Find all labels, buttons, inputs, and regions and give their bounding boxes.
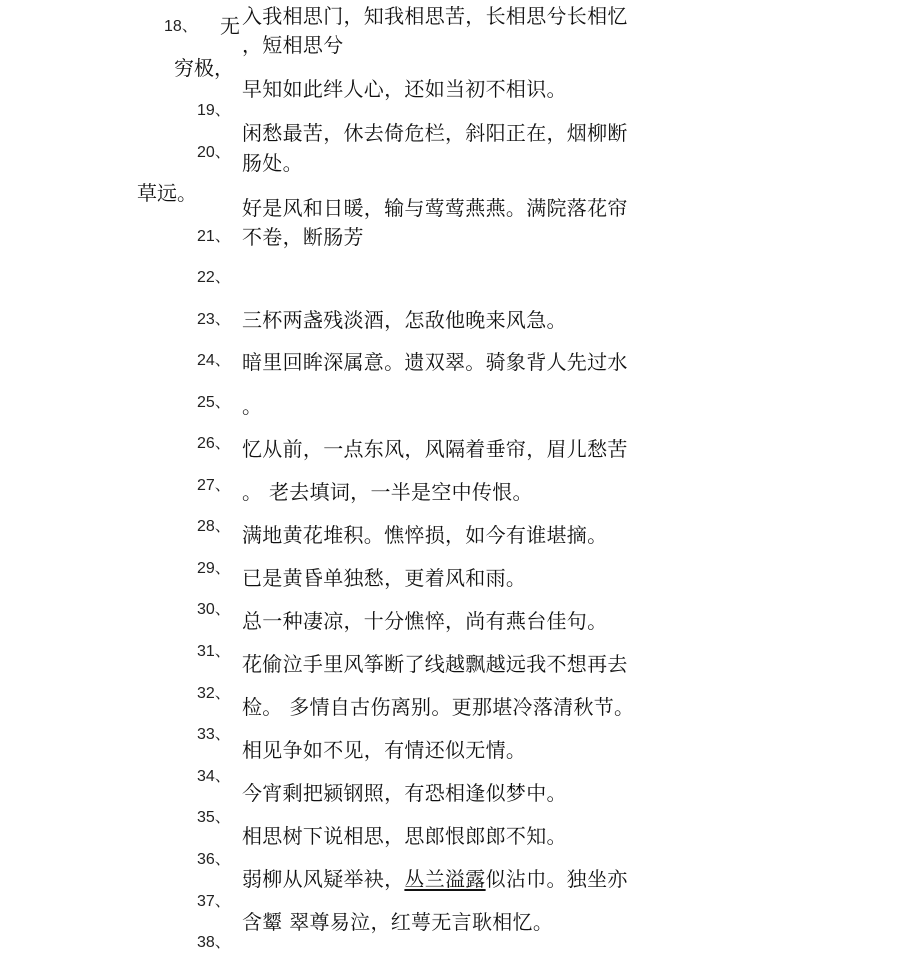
text-line: 相思树下说相思，思郎恨郎郎不知。 <box>242 824 567 848</box>
text-line: 肠处。 <box>242 151 303 175</box>
item-number: 35、 <box>197 809 231 826</box>
item-number: 21、 <box>197 228 231 245</box>
item-number: 29、 <box>197 560 231 577</box>
side-text-caoyuan: 草远。 <box>137 181 197 205</box>
item-number: 25、 <box>197 394 231 411</box>
text-line: 满地黄花堆积。憔悴损，如今有谁堪摘。 <box>242 523 608 547</box>
text-line: 暗里回眸深属意。遗双翠。骑象背人先过水 <box>242 350 628 374</box>
text-line: 。 老去填词，一半是空中传恨。 <box>242 480 533 504</box>
item-number: 36、 <box>197 851 231 868</box>
item-number: 24、 <box>197 352 231 369</box>
text-line: 含颦 翠尊易泣，红萼无言耿相忆。 <box>242 910 554 934</box>
text-line: 好是风和日暖，输与莺莺燕燕。满院落花帘 <box>242 196 628 220</box>
item-number: 23、 <box>197 311 231 328</box>
underlined-text: 丛兰溢露 <box>404 867 486 891</box>
item-number: 20、 <box>197 144 231 161</box>
item-number: 19、 <box>197 102 231 119</box>
text-line: 花偷泣手里风筝断了线越飘越远我不想再去 <box>242 652 628 676</box>
text-line: 今宵剩把颍钢照，有恐相逢似梦中。 <box>242 781 567 805</box>
text-line: 早知如此绊人心，还如当初不相识。 <box>242 77 567 101</box>
item-number: 26、 <box>197 435 231 452</box>
side-text-wu: 无 <box>220 14 240 38</box>
text-line: 总一种凄凉，十分憔悴，尚有燕台佳句。 <box>242 609 608 633</box>
text-line: 不卷，断肠芳 <box>242 225 364 249</box>
text-line: 相见争如不见，有情还似无情。 <box>242 738 527 762</box>
text-line <box>242 866 628 892</box>
item-number: 28、 <box>197 518 231 535</box>
text-line: 三杯两盏残淡酒，怎敌他晚来风急。 <box>242 308 567 332</box>
item-number: 37、 <box>197 893 231 910</box>
text-line: 。 <box>242 394 263 418</box>
text-line: 忆从前，一点东风，风隔着垂帘，眉儿愁苦 <box>242 437 628 461</box>
text-line: 已是黄昏单独愁，更着风和雨。 <box>242 566 527 590</box>
text-line: 闲愁最苦，休去倚危栏，斜阳正在，烟柳断 <box>242 121 628 145</box>
text-line: 检。 多情自古伤离别。更那堪冷落清秋节。 <box>242 695 635 719</box>
item-number: 33、 <box>197 726 231 743</box>
text-segment: 弱柳从风疑举袂， <box>242 867 405 891</box>
item-number: 30、 <box>197 601 231 618</box>
item-number: 38、 <box>197 934 231 951</box>
text-line: ，短相思兮 <box>242 33 344 57</box>
item-number: 34、 <box>197 768 231 785</box>
side-text-qiongji: 穷极， <box>174 56 234 80</box>
item-number: 22、 <box>197 269 231 286</box>
item-number: 27、 <box>197 477 231 494</box>
text-line: 入我相思门，知我相思苦，长相思兮长相忆 <box>242 4 628 28</box>
item-number: 18、 <box>164 18 198 35</box>
item-number: 31、 <box>197 643 231 660</box>
text-segment: 似沾巾。独坐亦 <box>485 867 628 891</box>
item-number: 32、 <box>197 685 231 702</box>
